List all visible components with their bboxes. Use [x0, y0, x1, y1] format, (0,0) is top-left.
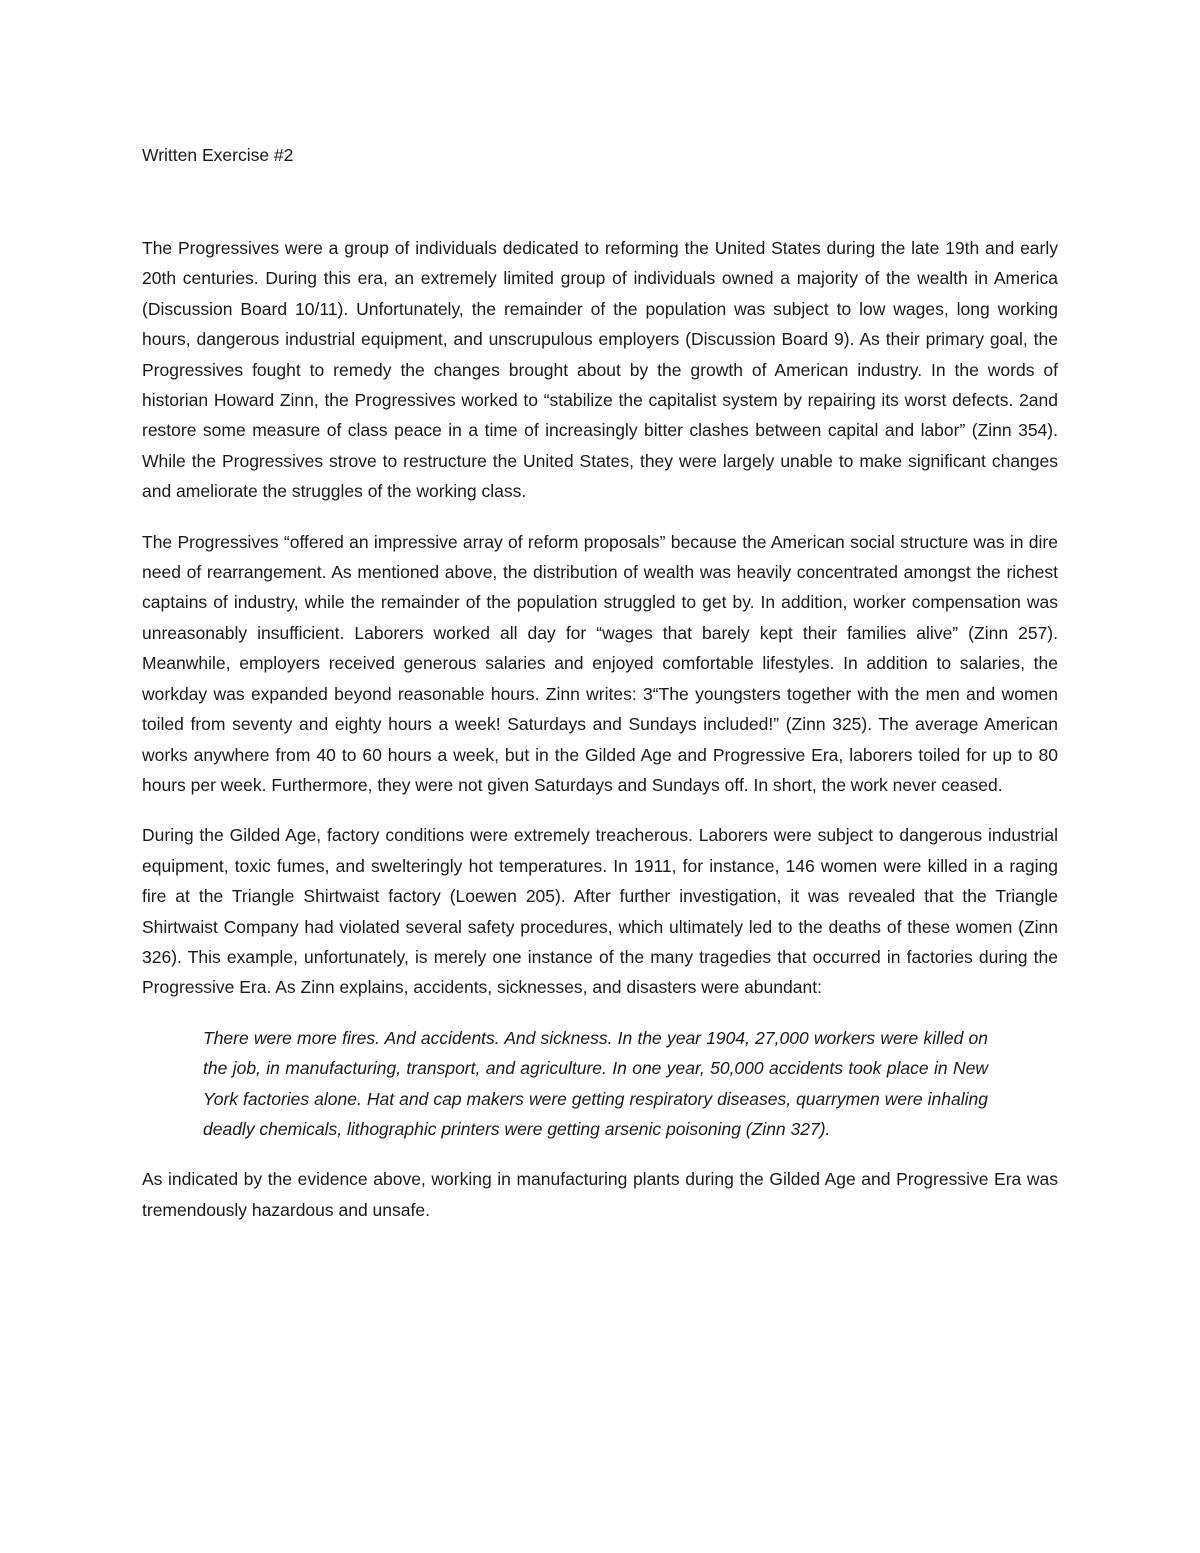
document-title: Written Exercise #2 [142, 145, 294, 165]
paragraph-introduction: The Progressives were a group of individuals dedicated to reforming the United States during the late 19th and early 20th centuries. During this era, an extremely limited group of individuals owned a majority of the wealth in America (Discussion Board 10/11). Unfortunately, the remainder of the population was subject to low wages, long working hours, dangerous industrial equipment, and unscrupulous employers (Discussion Board 9). As their primary goal, the Progressives fought to remedy the changes brought about by the growth of American industry. In the words of historian Howard Zinn, the Progressives worked to “stabilize the capitalist system by repairing its worst defects. 2and restore some measure of class peace in a time of increasingly bitter clashes between capital and labor” (Zinn 354). While the Progressives strove to restructure the United States, they were largely unable to make significant changes and ameliorate the struggles of the working class. [142, 238, 1058, 502]
document-page [142, 140, 1058, 1245]
paragraph-factory-conditions: During the Gilded Age, factory conditions were extremely treacherous. Laborers were subject to dangerous industrial equipment, toxic fumes, and swelteringly hot temperatures. In 1911, for instance, 146 women were killed in a raging fire at the Triangle Shirtwaist factory (Loewen 205). After further investigation, it was revealed that the Triangle Shirtwaist Company had violated several safety procedures, which ultimately led to the deaths of these women (Zinn 326). This example, unfortunately, is merely one instance of the many tragedies that occurred in factories during the Progressive Era. As Zinn explains, accidents, sicknesses, and disasters were abundant: [142, 825, 1058, 998]
paragraph-reform-proposals: The Progressives “offered an impressive array of reform proposals” because the American social structure was in dire need of rearrangement. As mentioned above, the distribution of wealth was heavily concentrated amongst the richest captains of industry, while the remainder of the population struggled to get by. In addition, worker compensation was unreasonably insufficient. Laborers worked all day for “wages that barely kept their families alive” (Zinn 257). Meanwhile, employers received generous salaries and enjoyed comfortable lifestyles. In addition to salaries, the workday was expanded beyond reasonable hours. Zinn writes: 3“The youngsters together with the men and women toiled from seventy and eighty hours a week! Saturdays and Sundays included!” (Zinn 325). The average American works anywhere from 40 to 60 hours a week, but in the Gilded Age and Progressive Era, laborers toiled for up to 80 hours per week. Furthermore, they were not given Saturdays and Sundays off. In short, the work never ceased. [142, 531, 1058, 795]
title-spacing [142, 170, 1058, 233]
block-quote-zinn: There were more fires. And accidents. And sickness. In the year 1904, 27,000 workers were killed on the job, in manufacturing, transport, and agriculture. In one year, 50,000 accidents took place in New York factories alone. Hat and cap makers were getting respiratory diseases, quarrymen were inhaling deadly chemicals, lithographic printers were getting arsenic poisoning (Zinn 327). [203, 1027, 988, 1139]
paragraph-conclusion: As indicated by the evidence above, working in manufacturing plants during the Gilded Age and Progressive Era was tremendously hazardous and unsafe. [142, 1169, 1058, 1220]
